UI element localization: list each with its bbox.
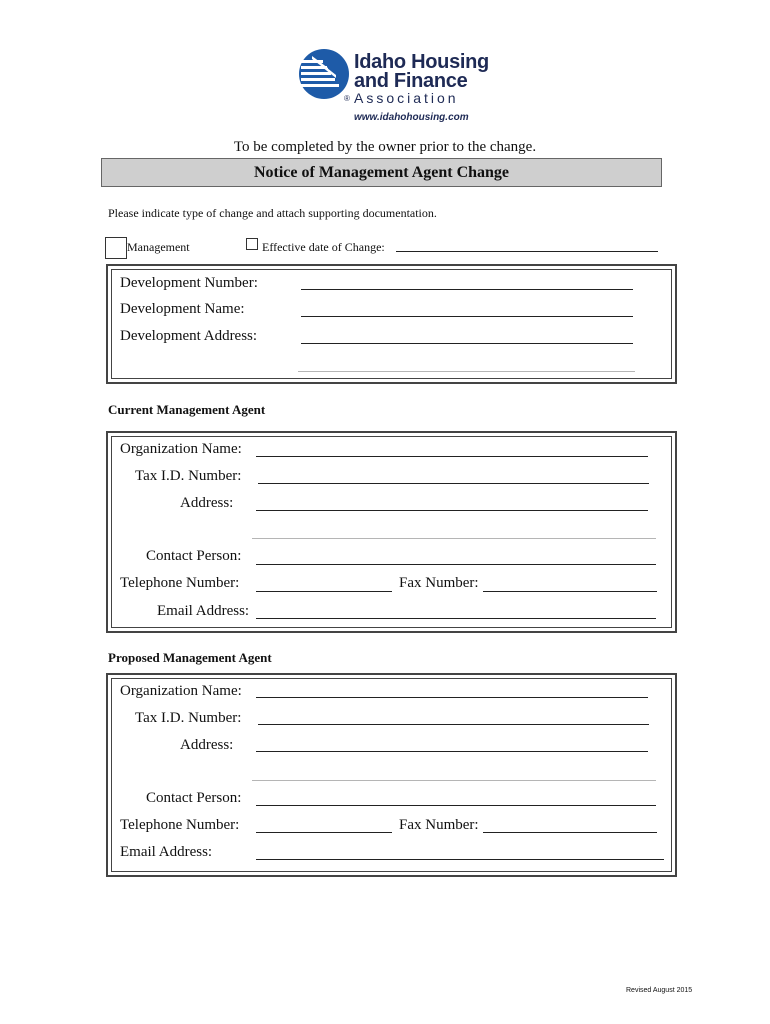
proposed-fax-label: Fax Number: <box>399 817 479 833</box>
proposed-org-field[interactable] <box>256 697 648 698</box>
proposed-contact-label: Contact Person: <box>146 790 242 806</box>
proposed-phone-field[interactable] <box>256 832 392 833</box>
current-phone-label: Telephone Number: <box>120 575 240 591</box>
proposed-tax-field[interactable] <box>258 724 649 725</box>
current-agent-heading: Current Management Agent <box>108 402 266 417</box>
proposed-phone-label: Telephone Number: <box>120 817 240 833</box>
proposed-agent-heading: Proposed Management Agent <box>108 650 272 665</box>
logo-line-2: and Finance <box>354 70 468 92</box>
logo <box>298 48 513 128</box>
proposed-address-field-2[interactable] <box>252 780 656 781</box>
current-address-field[interactable] <box>256 510 648 511</box>
management-checkbox[interactable] <box>105 237 127 259</box>
proposed-org-label: Organization Name: <box>120 683 242 699</box>
current-fax-field[interactable] <box>483 591 657 592</box>
current-org-field[interactable] <box>256 456 648 457</box>
proposed-contact-field[interactable] <box>256 805 656 806</box>
development-address-field[interactable] <box>301 343 633 344</box>
current-tax-field[interactable] <box>258 483 649 484</box>
development-name-label: Development Name: <box>120 301 245 317</box>
effective-date-label: Effective date of Change: <box>262 240 385 254</box>
logo-mark-icon <box>298 48 350 100</box>
proposed-address-field[interactable] <box>256 751 648 752</box>
proposed-email-field[interactable] <box>256 859 664 860</box>
effective-date-checkbox[interactable] <box>246 238 258 250</box>
current-phone-field[interactable] <box>256 591 392 592</box>
registered-mark: ® <box>344 94 350 103</box>
current-email-field[interactable] <box>256 618 656 619</box>
current-tax-label: Tax I.D. Number: <box>135 468 242 484</box>
current-contact-label: Contact Person: <box>146 548 242 564</box>
current-org-label: Organization Name: <box>120 441 242 457</box>
development-address-field-2[interactable] <box>298 371 635 372</box>
revision-note: Revised August 2015 <box>626 987 693 994</box>
intro-text: To be completed by the owner prior to the change. <box>233 139 537 155</box>
proposed-email-label: Email Address: <box>120 844 213 860</box>
management-label: Management <box>127 240 190 254</box>
proposed-tax-label: Tax I.D. Number: <box>135 710 242 726</box>
form-title: Notice of Management Agent Change <box>101 158 662 187</box>
current-address-label: Address: <box>180 495 234 511</box>
current-contact-field[interactable] <box>256 564 656 565</box>
instructions: Please indicate type of change and attach supporting documentation. <box>108 206 437 220</box>
logo-line-1: Idaho Housing <box>354 51 489 73</box>
development-name-field[interactable] <box>301 316 633 317</box>
effective-date-field[interactable] <box>396 251 658 252</box>
development-address-label: Development Address: <box>120 328 258 344</box>
current-fax-label: Fax Number: <box>399 575 479 591</box>
logo-line-3: Association <box>354 90 459 106</box>
website-url[interactable]: www.idahohousing.com <box>354 112 469 123</box>
proposed-address-label: Address: <box>180 737 234 753</box>
development-number-label: Development Number: <box>120 275 258 291</box>
current-email-label: Email Address: <box>157 603 250 619</box>
development-number-field[interactable] <box>301 289 633 290</box>
current-address-field-2[interactable] <box>252 538 656 539</box>
proposed-fax-field[interactable] <box>483 832 657 833</box>
proposed-agent-box-inner <box>111 678 672 872</box>
current-agent-box-inner <box>111 436 672 628</box>
